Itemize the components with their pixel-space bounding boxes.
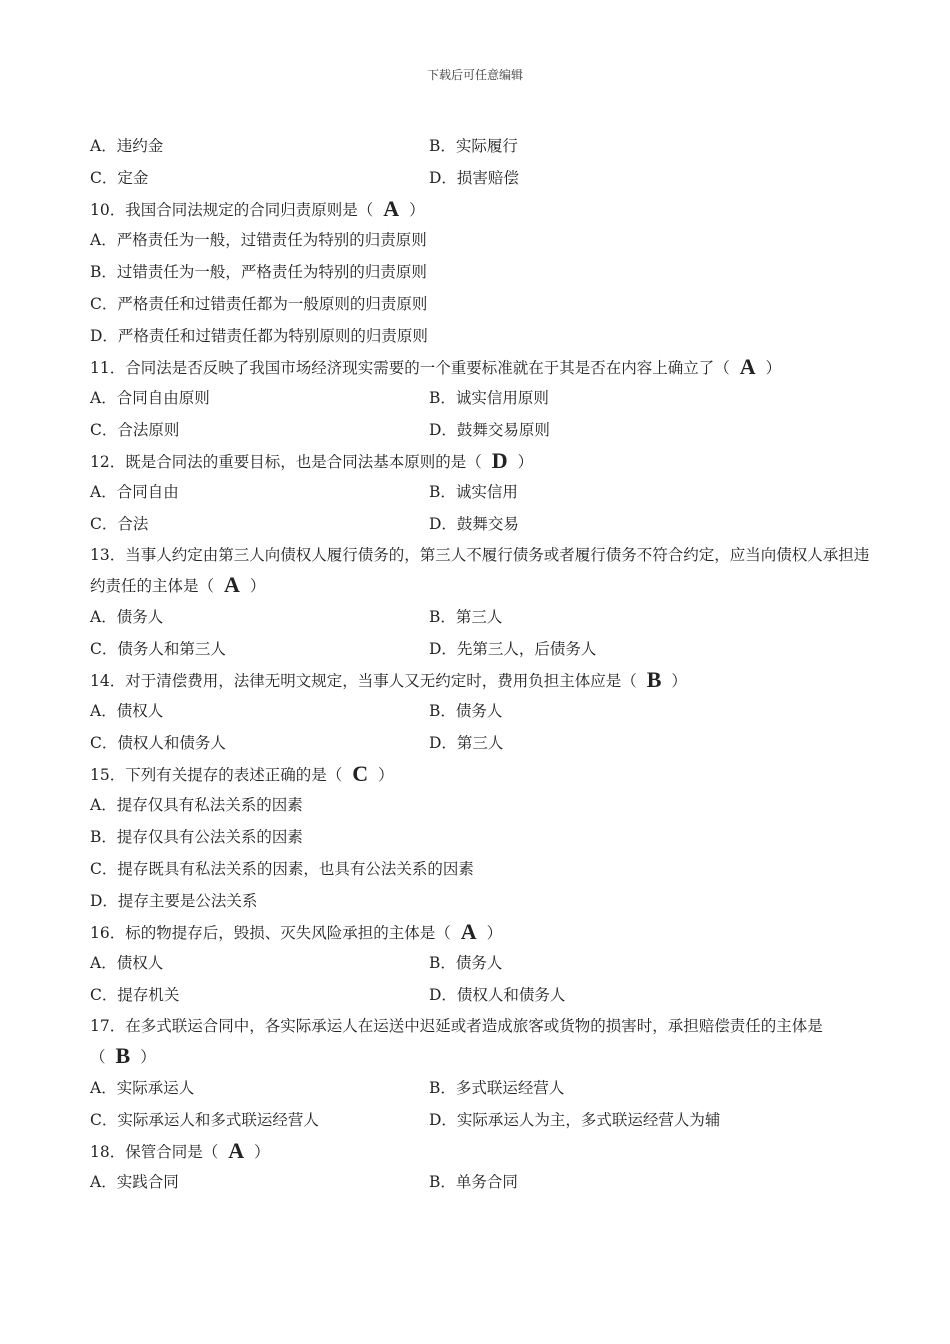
option-row [90, 130, 885, 162]
question-close: ） [378, 766, 394, 784]
question-close: ） [517, 453, 534, 471]
question-text: 14．对于清偿费用，法律无明文规定，当事人又无约定时，费用负担主体应是（ [90, 672, 637, 690]
question-text: 10．我国合同法规定的合同归责原则是（ [90, 201, 374, 219]
option-left: A．违约金 [90, 137, 164, 155]
option-right: D．第三人 [429, 734, 504, 752]
option-row [90, 1166, 885, 1198]
option-left: A．实践合同 [90, 1173, 179, 1191]
option-row [90, 821, 885, 853]
question-text: 18．保管合同是（ [90, 1143, 219, 1161]
option-row [90, 320, 885, 352]
question [90, 446, 885, 476]
answer-mark: D [491, 448, 508, 473]
option-row [90, 789, 885, 821]
option-right: D．实际承运人为主，多式联运经营人为辅 [429, 1111, 721, 1129]
option-left: A．债权人 [90, 954, 164, 972]
option-text: D．提存主要是公法关系 [90, 892, 258, 910]
option-left: C．定金 [90, 169, 149, 187]
answer-mark: A [224, 572, 240, 597]
question-text: 16．标的物提存后，毁损、灭失风险承担的主体是（ [90, 924, 451, 942]
question-close: ） [254, 1143, 270, 1161]
option-row [90, 1104, 885, 1136]
option-left: A．合同自由原则 [90, 389, 210, 407]
option-text: A．严格责任为一般，过错责任为特别的归责原则 [90, 231, 427, 249]
question-text: 15．下列有关提存的表述正确的是（ [90, 766, 343, 784]
option-left: A．合同自由 [90, 483, 179, 501]
option-row [90, 414, 885, 446]
option-left: C．债权人和债务人 [90, 734, 226, 752]
option-left: C．合法原则 [90, 421, 180, 439]
option-row [90, 508, 885, 540]
question-close: ） [140, 1048, 156, 1066]
option-right: B．第三人 [429, 608, 503, 626]
answer-mark: A [460, 919, 477, 944]
option-right: B．诚实信用原则 [429, 389, 549, 407]
question [90, 759, 885, 789]
option-row [90, 947, 885, 979]
option-left: A．实际承运人 [90, 1079, 195, 1097]
option-right: D．债权人和债务人 [429, 986, 566, 1004]
option-row [90, 224, 885, 256]
option-row [90, 1072, 885, 1104]
option-right: D．鼓舞交易 [429, 515, 519, 533]
option-text: B．提存仅具有公法关系的因素 [90, 828, 303, 846]
question-list [90, 130, 885, 1198]
option-row [90, 601, 885, 633]
option-text: B．过错责任为一般，严格责任为特别的归责原则 [90, 263, 427, 281]
option-left: C．实际承运人和多式联运经营人 [90, 1111, 319, 1129]
question [90, 540, 885, 601]
question [90, 194, 885, 224]
question [90, 917, 885, 947]
option-row [90, 382, 885, 414]
option-right: B．多式联运经营人 [429, 1079, 565, 1097]
option-row [90, 695, 885, 727]
question [90, 1136, 885, 1166]
option-text: A．提存仅具有私法关系的因素 [90, 796, 303, 814]
option-right: D．先第三人，后债务人 [429, 640, 597, 658]
option-row [90, 853, 885, 885]
page-header: 下载后可任意编辑 [426, 68, 523, 82]
question [90, 665, 885, 695]
option-row [90, 633, 885, 665]
option-left: C．提存机关 [90, 986, 180, 1004]
option-row [90, 256, 885, 288]
option-right: B．诚实信用 [429, 483, 518, 501]
option-right: D．损害赔偿 [429, 169, 519, 187]
option-row [90, 288, 885, 320]
question-close: ） [765, 359, 782, 377]
answer-mark: A [228, 1138, 245, 1163]
option-text: D．严格责任和过错责任都为特别原则的归责原则 [90, 327, 428, 345]
question-close: ） [671, 672, 687, 690]
option-left: C．合法 [90, 515, 149, 533]
question-text: 12．既是合同法的重要目标，也是合同法基本原则的是（ [90, 453, 482, 471]
question-close: ） [409, 201, 425, 219]
question-text: 13．当事人约定由第三人向债权人履行债务的，第三人不履行债务或者履行债务不符合约定，应当向债权人承担违约责任的主体是（ [90, 546, 870, 595]
option-row [90, 727, 885, 759]
answer-mark: B [115, 1043, 131, 1068]
option-row [90, 476, 885, 508]
option-right: B．债务人 [429, 954, 503, 972]
answer-mark: C [352, 761, 369, 786]
question-text: 17．在多式联运合同中，各实际承运人在运送中迟延或者造成旅客或货物的损害时，承担赔偿责任的主体是（ [90, 1017, 823, 1066]
question-close: ） [249, 577, 266, 595]
option-left: A．债权人 [90, 702, 164, 720]
option-text: C．严格责任和过错责任都为一般原则的归责原则 [90, 295, 428, 313]
option-row [90, 885, 885, 917]
option-text: C．提存既具有私法关系的因素，也具有公法关系的因素 [90, 860, 474, 878]
answer-mark: A [383, 196, 400, 221]
option-left: C．债务人和第三人 [90, 640, 226, 658]
question-close: ） [486, 924, 503, 942]
option-row [90, 979, 885, 1011]
option-left: A．债务人 [90, 608, 164, 626]
option-right: B．实际履行 [429, 137, 518, 155]
option-right: D．鼓舞交易原则 [429, 421, 550, 439]
question [90, 352, 885, 382]
option-row [90, 162, 885, 194]
answer-mark: A [739, 354, 756, 379]
question [90, 1011, 885, 1072]
option-right: B．债务人 [429, 702, 503, 720]
option-right: B．单务合同 [429, 1173, 518, 1191]
question-text: 11．合同法是否反映了我国市场经济现实需要的一个重要标准就在于其是否在内容上确立了（ [90, 359, 730, 377]
answer-mark: B [646, 667, 662, 692]
